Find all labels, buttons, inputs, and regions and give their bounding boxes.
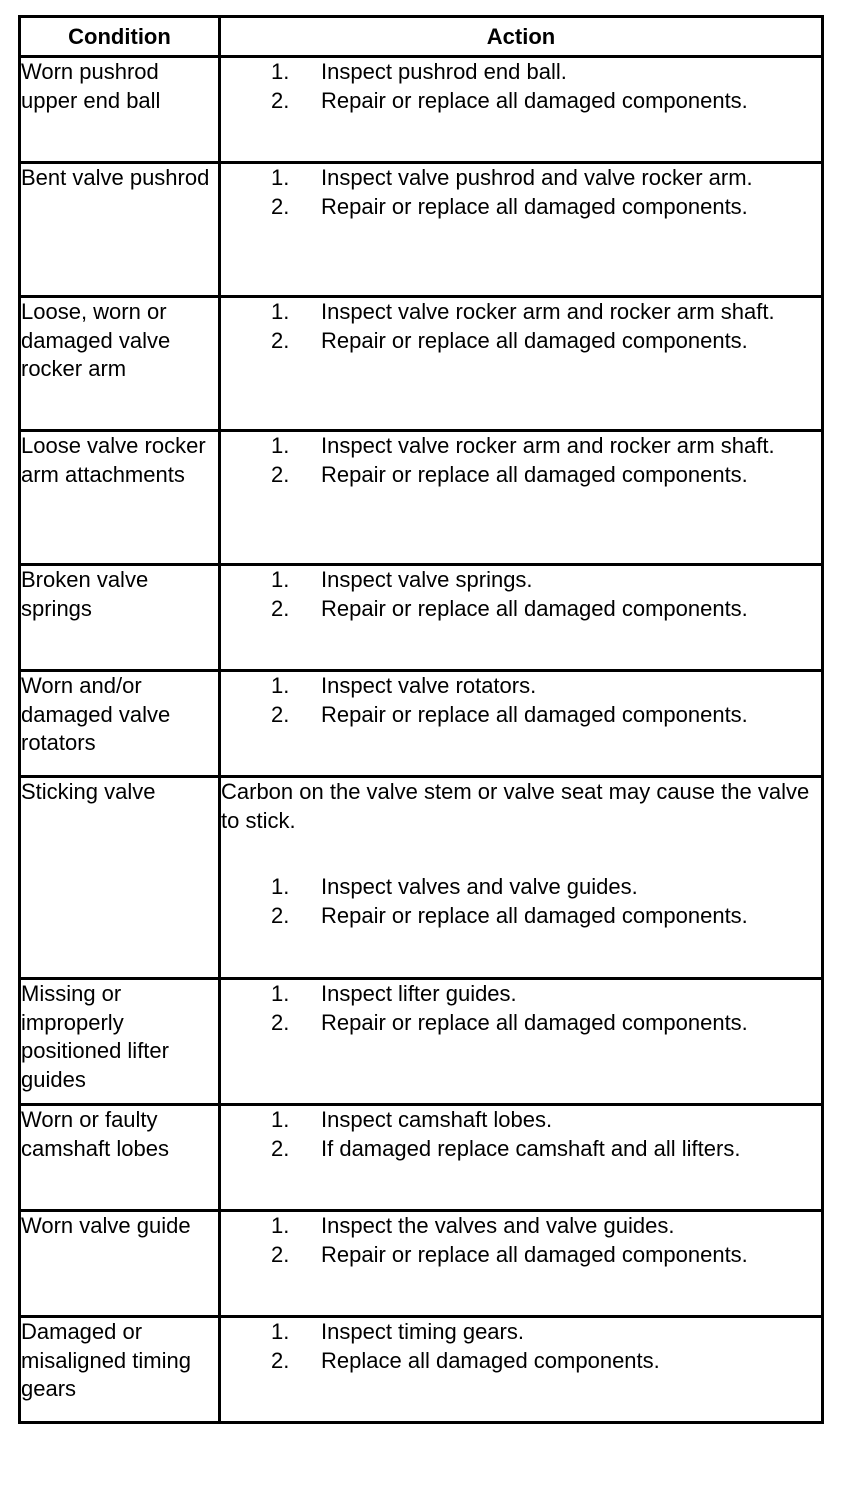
step-number: 2. [271, 87, 290, 113]
table-row [20, 163, 823, 297]
step-text: Inspect valve springs. [321, 567, 533, 592]
diagnosis-table [18, 15, 824, 1424]
header-row [20, 17, 823, 57]
action-steps [221, 980, 821, 1037]
table-row [20, 431, 823, 565]
action-cell [220, 1105, 823, 1211]
action-step [221, 566, 821, 595]
step-text: Inspect valve rocker arm and rocker arm shaft. [321, 433, 775, 458]
step-number: 1. [271, 981, 290, 1006]
step-text: Inspect camshaft lobes. [321, 1107, 553, 1132]
action-steps [221, 432, 821, 489]
table-body [20, 57, 823, 1423]
action-cell [220, 979, 823, 1105]
step-text: Inspect pushrod end ball. [321, 59, 567, 84]
step-number: 2. [271, 1347, 290, 1373]
condition-cell: Worn pushrod upper end ball [20, 57, 220, 163]
action-step [221, 1212, 821, 1241]
action-step [221, 1135, 821, 1164]
action-step [221, 980, 821, 1009]
condition-cell: Worn and/or damaged valve rotators [20, 671, 220, 777]
step-number: 2. [271, 327, 290, 353]
step-number: 1. [271, 1319, 290, 1344]
action-steps [221, 1106, 821, 1163]
step-number: 2. [271, 1009, 290, 1035]
action-step [221, 461, 821, 490]
step-text: Repair or replace all damaged components. [321, 701, 748, 727]
step-number: 1. [271, 433, 290, 458]
step-text: Replace all damaged components. [321, 1347, 660, 1373]
step-text: Inspect valve rotators. [321, 673, 537, 698]
action-step [221, 701, 821, 730]
step-text: Inspect timing gears. [321, 1319, 524, 1344]
action-step [221, 1009, 821, 1038]
table-row [20, 777, 823, 979]
action-step [221, 873, 821, 902]
step-number: 1. [271, 299, 290, 324]
action-cell [220, 1211, 823, 1317]
table-row [20, 57, 823, 163]
step-number: 2. [271, 701, 290, 727]
step-number: 1. [271, 59, 290, 84]
action-cell [220, 57, 823, 163]
action-cell [220, 565, 823, 671]
action-step [221, 595, 821, 624]
step-number: 2. [271, 1135, 290, 1161]
table-row [20, 297, 823, 431]
action-cell [220, 777, 823, 979]
condition-cell: Sticking valve [20, 777, 220, 979]
condition-cell: Loose valve rocker arm attachments [20, 431, 220, 565]
condition-cell: Broken valve springs [20, 565, 220, 671]
action-steps [221, 873, 821, 930]
step-text: Inspect the valves and valve guides. [321, 1213, 675, 1238]
action-step [221, 87, 821, 116]
action-step [221, 672, 821, 701]
table-row [20, 1105, 823, 1211]
step-number: 2. [271, 1241, 290, 1267]
step-number: 1. [271, 874, 290, 900]
step-text: Inspect valve rocker arm and rocker arm shaft. [321, 299, 775, 324]
action-cell [220, 431, 823, 565]
table-row [20, 1317, 823, 1423]
step-number: 2. [271, 193, 290, 219]
step-number: 1. [271, 1107, 290, 1132]
condition-header: Condition [20, 17, 220, 57]
action-cell [220, 1317, 823, 1423]
action-steps [221, 58, 821, 115]
step-text: Repair or replace all damaged components. [321, 595, 748, 621]
table-row [20, 979, 823, 1105]
action-step [221, 1106, 821, 1135]
action-cell [220, 671, 823, 777]
action-step [221, 298, 821, 327]
condition-cell: Missing or improperly positioned lifter guides [20, 979, 220, 1105]
step-number: 1. [271, 567, 290, 592]
action-step [221, 902, 821, 931]
step-number: 2. [271, 461, 290, 487]
action-steps [221, 1318, 821, 1375]
table-row [20, 1211, 823, 1317]
action-step [221, 1241, 821, 1270]
step-text: Repair or replace all damaged components. [321, 327, 748, 353]
action-steps [221, 298, 821, 355]
action-steps [221, 1212, 821, 1269]
step-number: 2. [271, 595, 290, 621]
condition-cell: Damaged or misaligned timing gears [20, 1317, 220, 1423]
action-steps [221, 672, 821, 729]
action-cell [220, 163, 823, 297]
action-step [221, 1347, 821, 1376]
condition-cell: Loose, worn or damaged valve rocker arm [20, 297, 220, 431]
step-text: If damaged replace camshaft and all lifters. [321, 1135, 741, 1161]
table-row [20, 671, 823, 777]
action-step [221, 432, 821, 461]
action-steps [221, 566, 821, 623]
action-steps [221, 164, 821, 221]
condition-cell: Worn or faulty camshaft lobes [20, 1105, 220, 1211]
step-text: Repair or replace all damaged components. [321, 1241, 748, 1267]
step-text: Repair or replace all damaged components. [321, 461, 748, 487]
step-text: Inspect valve pushrod and valve rocker arm. [321, 165, 753, 190]
action-step [221, 58, 821, 87]
step-number: 2. [271, 903, 290, 929]
action-cell [220, 297, 823, 431]
action-step [221, 327, 821, 356]
step-text: Inspect valves and valve guides. [321, 874, 638, 900]
condition-cell: Worn valve guide [20, 1211, 220, 1317]
step-number: 1. [271, 165, 290, 190]
action-header: Action [220, 17, 823, 57]
step-text: Repair or replace all damaged components. [321, 1009, 748, 1035]
action-note: Carbon on the valve stem or valve seat may cause the valve to stick. [221, 779, 810, 833]
action-step [221, 164, 821, 193]
table-row [20, 565, 823, 671]
step-text: Repair or replace all damaged components. [321, 903, 748, 929]
action-step [221, 1318, 821, 1347]
step-number: 1. [271, 1213, 290, 1238]
step-text: Repair or replace all damaged components. [321, 193, 748, 219]
condition-cell: Bent valve pushrod [20, 163, 220, 297]
step-text: Inspect lifter guides. [321, 981, 517, 1006]
action-step [221, 193, 821, 222]
step-text: Repair or replace all damaged components. [321, 87, 748, 113]
step-number: 1. [271, 673, 290, 698]
